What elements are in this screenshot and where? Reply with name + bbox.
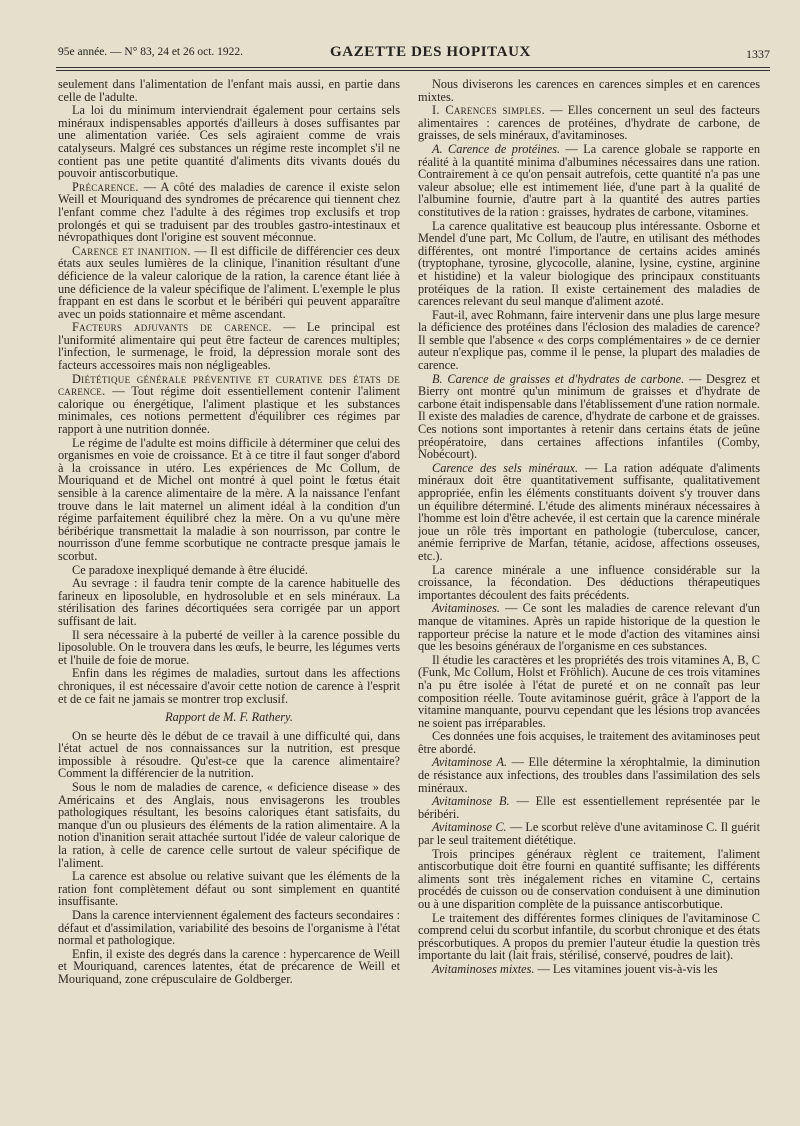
paragraph [418, 654, 760, 730]
paragraph [58, 373, 400, 436]
paragraph-text: — Desgrez et Bierry ont montré qu'un minimum de graisses et d'hydrate de carbone était indispensable dans l'établissement d'une ration normale. Il existe des maladies de carence, d'hydrate de carbone et de graisses. Ces notions sont importantes à retenir dans certains états de jeûne préopératoire, dans certaines affections infantiles (Comby, Nobécourt). [418, 371, 760, 462]
paragraph-heading: I. Carences simples. [432, 103, 545, 118]
paragraph [58, 629, 400, 667]
journal-title: GAZETTE DES HOPITAUX [330, 44, 531, 60]
paragraph [418, 848, 760, 911]
paragraph-text: — Ce sont les maladies de carence relevant d'un manque de vitamines. Après un rapide historique de la question le rapporteur précise la nature et le mode d'action des vitamines ainsi que les besoins généraux de l'organisme en ces substances. [418, 601, 760, 654]
paragraph-heading: Carence et inanition. [72, 243, 191, 258]
issue-info: 95e année. — N° 83, 24 et 26 oct. 1922. [58, 46, 244, 58]
paragraph [418, 564, 760, 602]
paragraph-text: — A côté des maladies de carence il existe selon Weill et Mouriquand des syndromes de précarence qui tiennent chez l'enfant comme chez l'adulte à des régimes trop exclusifs et trop prolongés et qui se traduisent par des troubles gastro-intestinaux et névropathiques dont l'origine est souvent méconnue. [58, 179, 400, 245]
paragraph [418, 756, 760, 794]
header-rule [56, 67, 770, 68]
paragraph-text: Faut-il, avec Rohmann, faire intervenir dans une plus large mesure la déficience des protéines dans l'éclosion des maladies de carence? Il semble que l'absence « des corps complémentaires » de ce dernier auteur n'explique pas, comme il le pense, la plupart des maladies de carence. [418, 307, 760, 373]
paragraph-text: Trois principes généraux règlent ce traitement, l'aliment antiscorbutique doit être fourni en quantité suffisante; les différents aliments sont très inégalement riches en vitamine C, certains procédés de cuisson ou de conservation conduisent à une diminution ou à une disparition complète de la puissance antiscorbutique. [418, 846, 760, 911]
paragraph-text: Enfin dans les régimes de maladies, surtout dans les affections chroniques, il est nécessaire d'avoir cette notion de carence à l'esprit et de ce fait ne jamais se montrer trop exclusif. [58, 666, 400, 706]
paragraph-heading: Avitaminoses mixtes. [432, 961, 535, 976]
paragraph-text: Enfin, il existe des degrés dans la carence : hypercarence de Weill et Mouriquand, carences latentes, état de précarence de Weill et Mouriquand, zone crépusculaire de Goldberger. [58, 946, 400, 986]
paragraph-text: Nous diviserons les carences en carences simples et en carences mixtes. [418, 78, 760, 104]
paragraph-text: — Elles concernent un seul des facteurs alimentaires : carences de protéines, d'hydrate de carbone, de graisses, de sels minéraux, d'avitaminoses. [418, 103, 760, 143]
paragraph-text: — La ration adéquate d'aliments minéraux doit être quantitativement suffisante, qualitativement appropriée, enfin les éléments constituants doivent s'y trouver dans un équilibre déterminé. L'étude des aliments minéraux nécessaires à l'homme est loin d'être achevée, il est certain que la carence minérale joue un rôle très important en pathologie (tuberculose, cancer, anémie ferriprive de Marfan, tétanie, acidose, affections osseuses, etc.). [418, 460, 760, 563]
section-title: Rapport de M. F. Rathery. [165, 710, 293, 725]
paragraph-heading: Diététique générale préventive et curative des états de carence. [58, 371, 400, 399]
paragraph-text: Ce paradoxe inexpliqué demande à être élucidé. [72, 562, 308, 577]
paragraph-heading: Avitaminose C. [432, 820, 507, 835]
paragraph-text: seulement dans l'alimentation de l'enfant mais aussi, en partie dans celle de l'adulte. [58, 78, 400, 104]
paragraph-heading: Avitaminose A. [432, 755, 508, 770]
paragraph [58, 104, 400, 180]
paragraph-text: Sous le nom de maladies de carence, « deficience disease » des Américains et des Anglais, nous envisagerons les troubles pathologiques résultant, les besoins caloriques étant satisfaits, du manque d'un ou plusieurs des éléments de la ration alimentaire. A la notion d'inanition serait attachée surtout l'idée de valeur calorique de la ration, à celle de carence celle surtout de valeur spécifique de l'aliment. [58, 780, 400, 870]
paragraph-heading: B. Carence de graisses et d'hydrates de carbone. [432, 371, 685, 386]
paragraph-text: — Elle détermine la xérophtalmie, la diminution de résistance aux infections, des troubles dans l'assimilation des sels minéraux. [418, 755, 760, 795]
paragraph [418, 373, 760, 461]
paragraph [58, 321, 400, 371]
paragraph [58, 437, 400, 563]
header-rule-thin [56, 70, 770, 71]
paragraph [58, 181, 400, 244]
paragraph-text: Au sevrage : il faudra tenir compte de la carence habituelle des farineux en liposoluble, en hydrosoluble et en sels minéraux. La stérilisation des farines décortiquées sera corrigée par un apport suffisant de lait. [58, 576, 400, 628]
paragraph [58, 245, 400, 321]
paragraph [58, 564, 400, 577]
paragraph-text: On se heurte dès le début de ce travail à une difficulté qui, dans l'état actuel de nos connaissances sur la nutrition, est presque impossible à résoudre. Qu'est-ce que la carence alimentaire? Comment la différencier de la nutrition. [58, 728, 400, 781]
paragraph-text: Le régime de l'adulte est moins difficile à déterminer que celui des organismes en voie de croissance. Et à ce titre il faut songer d'abord à la croissance in utéro. Les expériences de Mc Collum, de Mouriquand et de Michel ont montré à quel point le fœtus était sensible à la carence alimentaire de la mère. A la naissance l'enfant trouve dans le lait maternel un aliment idéal à la condition d'un régime parfaitement équilibré chez la mère. On a vu qu'une mère béribérique transmettait la maladie à son nourrisson, par contre le nourrisson d'une femme scorbutique ne contracte presque jamais le scorbut. [58, 435, 400, 563]
paragraph [58, 909, 400, 947]
paragraph [58, 577, 400, 627]
paragraph [418, 963, 760, 976]
paragraph-text: — Le scorbut relève d'une avitaminose C. Il guérit par le seul traitement diététique. [418, 820, 760, 848]
paragraph [418, 795, 760, 820]
paragraph-text: — La carence globale se rapporte en réalité à la quantité minima d'albumines nécessaires dans une ration. Contrairement à ce qu'on pensait autrefois, cette quantité n'a pas une valeur absolue; elle est intimement liée, d'une part à la qualité de l'albumine fournie, d'autre part à la quantité des autres parties constitutives de la ration : graisses, hydrates de carbone, vitamines. [418, 141, 760, 219]
paragraph [58, 781, 400, 869]
paragraph-text: Il sera nécessaire à la puberté de veiller à la carence possible du liposoluble. On le trouvera dans les œufs, le beurre, les légumes verts et l'huile de foie de morue. [58, 627, 400, 667]
left-column [58, 78, 400, 987]
paragraph [58, 948, 400, 986]
paragraph-heading: Facteurs adjuvants de carence. [72, 320, 272, 335]
paragraph-heading: A. Carence de protéines. [432, 141, 561, 156]
paragraph [58, 730, 400, 780]
paragraph-text: La loi du minimum interviendrait également pour certains sels minéraux indispensables apportés d'ailleurs à doses suffisantes par une alimentation variée. Ces sels agiraient comme de vrais catalyseurs. Malgré ces substances un régime reste incomplet s'il ne contient pas une petite quantité d'aliments dits vivants doués du pouvoir antiscorbutique. [58, 103, 400, 181]
paragraph-text: La carence est absolue ou relative suivant que les éléments de la ration font complètement défaut ou sont simplement en quantité insuffisante. [58, 869, 400, 909]
paragraph-text: Le traitement des différentes formes cliniques de l'avitaminose C comprend celui du scorbut infantile, du scorbut chronique et des états préscorbutiques. A propos du premier l'auteur étudie la question très importante du lait (lait frais, stérilisé, conservé, poudres de lait). [418, 910, 760, 963]
paragraph [418, 309, 760, 372]
paragraph-text: — Tout régime doit essentiellement contenir l'aliment calorique ou énergétique, l'aliment plastique et les substances minimales, ces notions permettent d'équilibrer ces régimes par rapport à une nutrition donnée. [58, 384, 400, 437]
paragraph [418, 220, 760, 308]
paragraph-text: — Le principal est l'uniformité alimentaire qui peut être facteur de carences multiples; l'infection, le surmenage, le froid, la dépression morale sont des facteurs accessoires mais non négligeables. [58, 320, 400, 373]
paragraph [58, 870, 400, 908]
paragraph-text: Ces données une fois acquises, le traitement des avitaminoses peut être abordé. [418, 729, 760, 756]
paragraph [418, 78, 760, 103]
paragraph [418, 462, 760, 563]
paragraph-text: La carence minérale a une influence considérable sur la croissance, la fécondation. Des déductions thérapeutiques importantes découlent des faits précédents. [418, 562, 760, 602]
page-header [58, 44, 770, 66]
paragraph-text: La carence qualitative est beaucoup plus intéressante. Osborne et Mendel d'une part, Mc Collum, de l'autre, en utilisant des méthodes différentes, ont montré l'importance de certains acides aminés (tryptophane, tyrosine, glycocolle, alanine, lysine, cystine, arginine et histidine) et la valeur biologique des principaux constituants protéiques de la ration. Il existe certainement des maladies de carences relevant du seul manque d'aliment azoté. [418, 218, 760, 309]
paragraph-text: — Elle est essentiellement représentée par le béribéri. [418, 794, 760, 821]
paragraph-text: Dans la carence interviennent également des facteurs secondaires : défaut et d'assimilation, variabilité des besoins de l'organisme à l'état normal et pathologique. [58, 908, 400, 948]
paragraph [418, 602, 760, 652]
page-number: 1337 [746, 47, 770, 61]
paragraph-heading: Avitaminoses. [432, 601, 500, 616]
paragraph-text: — Les vitamines jouent vis-à-vis les [534, 961, 718, 976]
paragraph [58, 78, 400, 103]
paragraph-heading: Avitaminose B. [432, 794, 510, 809]
paragraph-text: Il étudie les caractères et les propriétés des trois vitamines A, B, C (Funk, Mc Collum, Holst et Fröhlich). Aucune de ces trois vitamines n'a pu être isolée à l'état de pureté et on ne connaît pas leur composition réelle. Toute avitaminose guérit, grâce à l'apport de la vitamine manquante, pourvu cependant que les lésions trop avancées ne soient pas irréparables. [418, 652, 760, 730]
paragraph-text: — Il est difficile de différencier ces deux états aux seules lumières de la clinique, l'inanition résultant d'une déficience de la valeur calorique de la ration, la carence étant liée à une déficience de la valeur spécifique de l'aliment. L'exemple le plus frappant en est dans le scorbut et le béribéri qui peuvent apparaître avec un poids stationnaire et même ascendant. [58, 243, 400, 321]
paragraph [418, 104, 760, 142]
paragraph [418, 143, 760, 219]
paragraph [418, 821, 760, 846]
paragraph-heading: Carence des sels minéraux. [432, 460, 579, 475]
paragraph-heading: Précarence. [72, 179, 139, 194]
paragraph [418, 912, 760, 962]
paragraph [418, 730, 760, 755]
right-column [418, 78, 760, 977]
paragraph [58, 667, 400, 705]
